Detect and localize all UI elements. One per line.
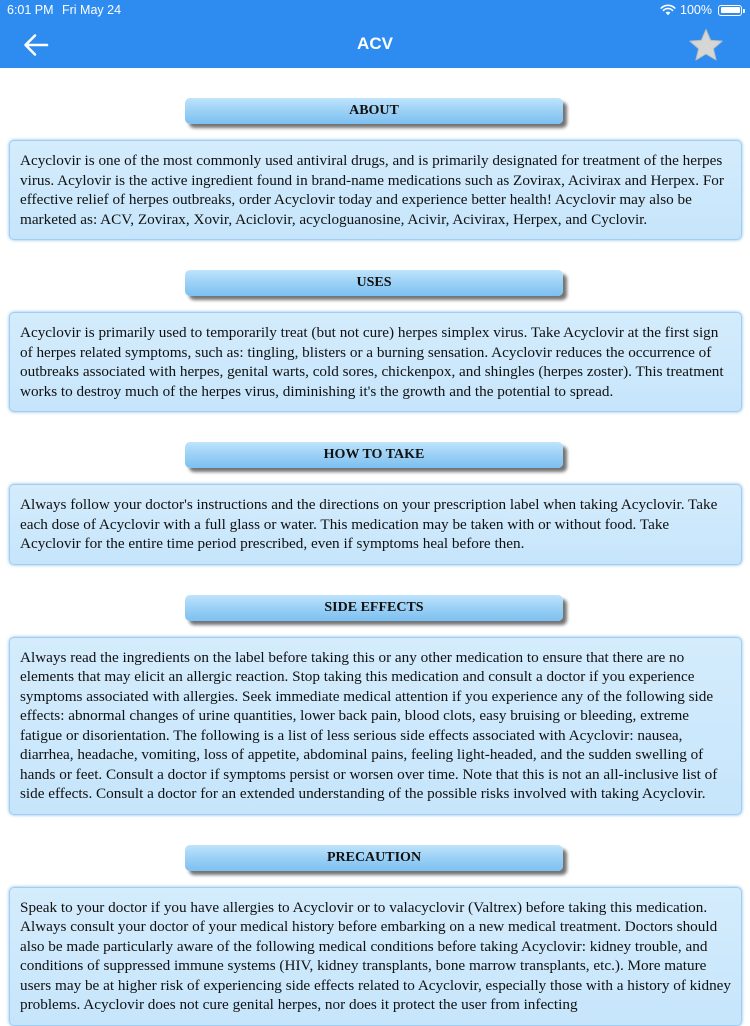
status-date: Fri May 24 — [62, 3, 122, 17]
section-header-precaution: PRECAUTION — [185, 845, 563, 871]
nav-bar — [0, 22, 750, 68]
wifi-icon — [660, 4, 676, 16]
content-scroll[interactable] — [0, 68, 750, 1013]
section-about — [0, 96, 750, 240]
section-uses — [0, 268, 750, 412]
section-header-uses: USES — [185, 270, 563, 296]
section-header-about: ABOUT — [185, 98, 563, 124]
section-header-side-effects: SIDE EFFECTS — [185, 595, 563, 621]
section-body-how-to-take: Always follow your doctor's instructions and the directions on your prescription label when taking Acyclovir. Take each dose of Acyclovir with a full glass or water. This medication may be taken with or without food. Take Acyclovir for the entire time period prescribed, even if symptoms heal before then. — [9, 484, 742, 565]
section-body-about: Acyclovir is one of the most commonly used antiviral drugs, and is primarily designated for treatment of the herpes virus. Acylovir is the active ingredient found in brand-name medications such as Zovirax, Acivirax and Herpex. For effective relief of herpes outbreaks, order Acyclovir today and experience better health! Acyclovir may also be marketed as: ACV, Zovirax, Xovir, Aciclovir, acycloguanosine, Acivir, Acivirax, Herpex, and Cyclovir. — [9, 140, 742, 240]
section-body-uses: Acyclovir is primarily used to temporarily treat (but not cure) herpes simplex virus. Take Acyclovir at the first sign of herpes related symptoms, such as: tingling, blisters or a burning sensation. Acyclovir reduces the occurrence of outbreaks associated with herpes, genital warts, cold sores, chickenpox, and shingles (herpes zoster). This treatment works to destroy much of the herpes virus, diminishing it's the growth and the potential to spread. — [9, 312, 742, 412]
section-precaution — [0, 843, 750, 1026]
battery-icon — [718, 5, 742, 16]
battery-percent: 100% — [680, 3, 712, 17]
section-how-to-take — [0, 440, 750, 565]
page-title: ACV — [357, 34, 393, 53]
status-time: 6:01 PM — [7, 3, 54, 17]
section-body-side-effects: Always read the ingredients on the label before taking this or any other medication to ensure that there are no elements that may elicit an allergic reaction. Stop taking this medication and consult a doctor if you experience symptoms associated with allergies. Seek immediate medical attention if you experience any of the following side effects: abnormal changes of urine quantities, lower back pain, blood clots, easy bruising or bleeding, extreme fatigue or disorientation. The following is a list of less serious side effects associated with Acyclovir: nausea, diarrhea, headache, vomiting, loss of appetite, abdominal pains, feeling light-headed, and the sudden swelling of hands or feet. Consult a doctor if symptoms persist or worsen over time. Note that this is not an all-inclusive list of side effects. Consult a doctor for an extended understanding of the possible risks involved with taking Acyclovir. — [9, 637, 742, 815]
status-bar — [0, 0, 750, 22]
section-body-precaution: Speak to your doctor if you have allergies to Acyclovir or to valacyclovir (Valtrex) before taking this medication. Always consult your doctor of your medical history before embarking on a new medical treatment. Doctors should also be made particularly aware of the following medical conditions before taking Acyclovir: kidney trouble, and conditions of suppressed immune systems (HIV, kidney transplants, bone marrow transplants, etc.). More mature users may be at higher risk of experiencing side effects related to Acyclovir, especially those with a history of kidney problems. Acyclovir does not cure genital herpes, nor does it protect the user from infecting — [9, 887, 742, 1026]
status-right — [660, 3, 742, 17]
section-header-how-to-take: HOW TO TAKE — [185, 442, 563, 468]
favorite-star-icon[interactable] — [688, 28, 724, 62]
section-side-effects — [0, 593, 750, 815]
